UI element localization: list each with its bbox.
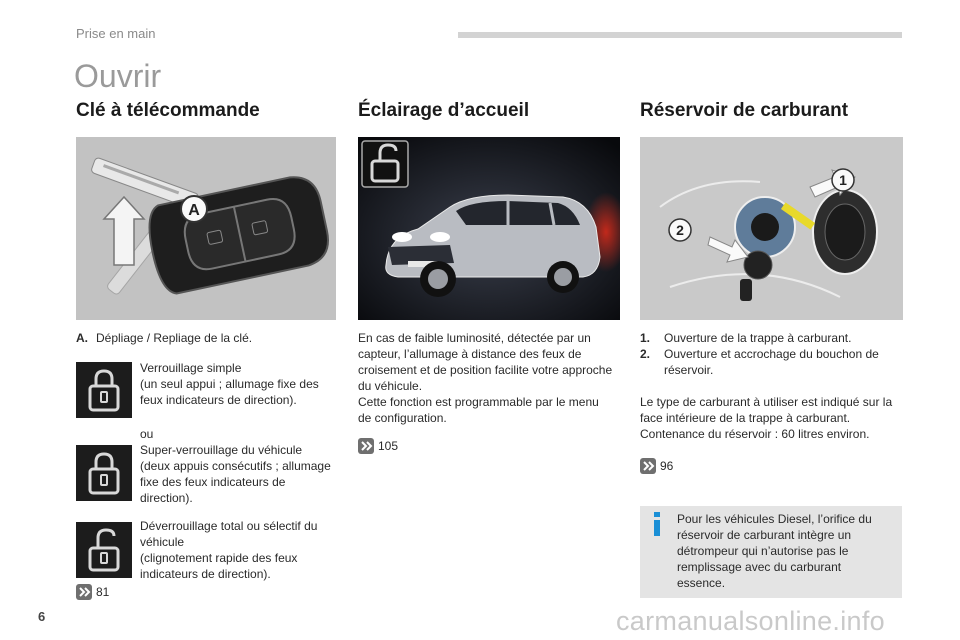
fuel-page-ref[interactable]: [640, 458, 673, 474]
header-rule: [458, 32, 902, 38]
welcome-page-ref[interactable]: [358, 438, 398, 454]
key-item-1-text: Verrouillage simple (un seul appui ; allumage fixe des feux indicateurs de direction).: [140, 361, 319, 407]
key-section-title: Clé à télécommande: [76, 100, 260, 121]
fuel-step-2-number: 2.: [640, 347, 651, 361]
key-item-3-text: Déverrouillage total ou sélectif du véhicule (clignotement rapide des feux indicateurs de direction).: [140, 519, 318, 581]
section-tag: Prise en main: [76, 26, 156, 41]
fuel-step-2: [640, 346, 902, 378]
fuel-step-2-text: Ouverture et accrochage du bouchon de réservoir.: [664, 347, 879, 377]
page-ref-icon: [640, 458, 656, 474]
fuel-filler-image: [640, 137, 903, 320]
lock-closed-icon: [76, 362, 132, 418]
remote-key-image: [76, 137, 336, 320]
welcome-text: En cas de faible luminosité, détectée par un capteur, l’allumage à distance des feux de croisement et de position facilite votre approche du véhicule. Cette fonction est programmable par le menu de configuration.: [358, 331, 613, 425]
key-caption: [76, 330, 338, 346]
fuel-ref-number: 96: [660, 459, 674, 473]
page-number: 6: [38, 609, 46, 624]
welcome-ref-number: 105: [378, 439, 399, 453]
watermark: carmanualsonline.info: [616, 606, 885, 636]
fuel-text: Le type de carburant à utiliser est indiqué sur la face intérieure de la trappe à carburant. Contenance du réservoir : 60 litres environ.: [640, 395, 893, 441]
key-image-label: A: [188, 202, 200, 219]
page-ref-icon: [76, 584, 92, 600]
fuel-step-1-text: Ouverture de la trappe à carburant.: [664, 331, 852, 345]
diesel-note-text: Pour les véhicules Diesel, l’orifice du réservoir de carburant intègre un détrompeur qui n’autorise pas le remplissage avec du carburant essence.: [677, 512, 872, 590]
fuel-step-1: [640, 330, 902, 346]
fuel-step-1-number: 1.: [640, 331, 651, 345]
fuel-image-label-2: 2: [676, 222, 684, 238]
key-caption-label: A.: [76, 331, 88, 345]
welcome-section-title: Éclairage d’accueil: [358, 100, 530, 121]
info-icon: [650, 512, 664, 536]
welcome-lighting-image: [358, 137, 620, 320]
key-caption-text: Dépliage / Repliage de la clé.: [96, 331, 253, 345]
page-ref-icon: [358, 438, 374, 454]
page-title: Ouvrir: [74, 58, 162, 94]
key-item-2-text: ou Super-verrouillage du véhicule (deux appuis consécutifs ; allumage fixe des feux indicateurs de direction).: [140, 427, 331, 505]
fuel-section-title: Réservoir de carburant: [640, 100, 849, 121]
fuel-steps: [640, 330, 902, 378]
fuel-image-label-1: 1: [839, 172, 847, 188]
key-page-ref[interactable]: [76, 584, 109, 600]
lock-open-icon: [76, 522, 132, 578]
super-lock-icon: [76, 445, 132, 501]
key-ref-number: 81: [96, 585, 110, 599]
